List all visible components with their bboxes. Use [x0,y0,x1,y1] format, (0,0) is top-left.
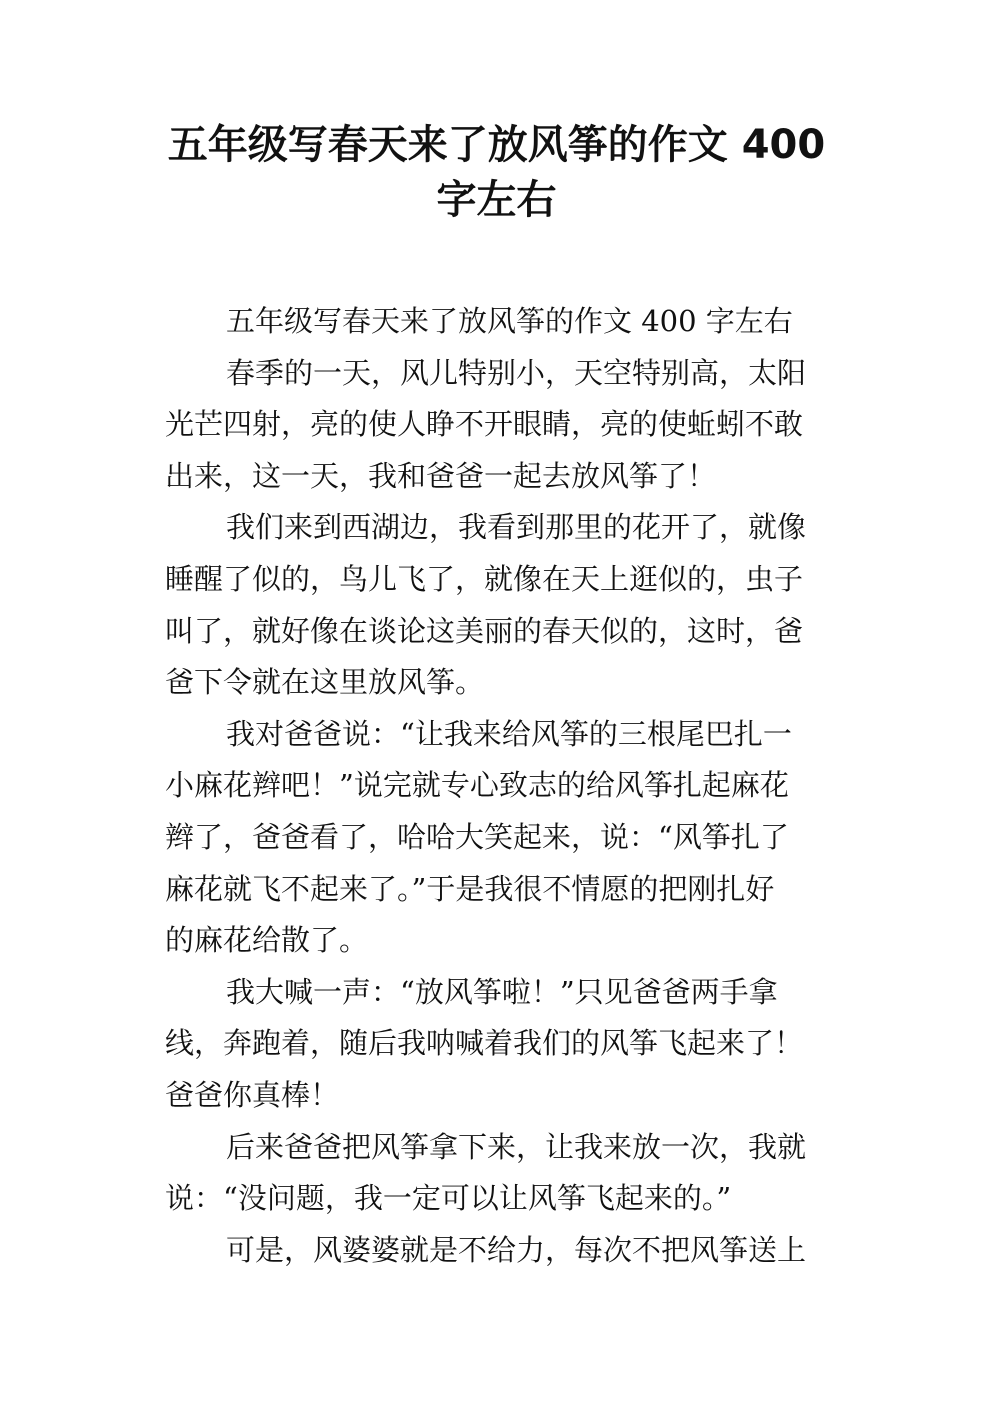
paragraph-line: 我们来到西湖边，我看到那里的花开了，就像 [226,510,807,545]
paragraph [165,709,829,967]
paragraph [165,1225,829,1277]
paragraph-line: 光芒四射，亮的使人睁不开眼睛，亮的使蚯蚓不敢 [165,407,804,442]
paragraph-line: 叫了，就好像在谈论这美丽的春天似的，这时，爸 [165,613,804,648]
paragraph [165,1122,829,1225]
paragraph-line: 我大喊一声：“放风筝啦！”只见爸爸两手拿 [226,974,778,1009]
paragraph-line: 可是，风婆婆就是不给力，每次不把风筝送上 [226,1232,807,1267]
paragraph-line: 的麻花给散了。 [165,923,369,958]
paragraph-line: 辫了，爸爸看了，哈哈大笑起来，说：“风筝扎了 [165,819,789,854]
paragraph [165,502,829,708]
paragraph-line: 出来，这一天，我和爸爸一起去放风筝了！ [165,458,717,493]
paragraph-line: 我对爸爸说：“让我来给风筝的三根尾巴扎一 [226,716,792,751]
paragraph-line: 后来爸爸把风筝拿下来，让我来放一次，我就 [226,1129,807,1164]
paragraph-line: 春季的一天，风儿特别小，天空特别高，太阳 [226,355,807,390]
document-title [150,118,843,228]
paragraph-line: 五年级写春天来了放风筝的作文 400 字左右 [226,304,793,338]
paragraph-line: 说：“没问题，我一定可以让风筝飞起来的。” [165,1181,732,1216]
paragraph-heading [165,296,829,348]
title-line: 五年级写春天来了放风筝的作文 400 [167,122,826,168]
paragraph-line: 线，奔跑着，随后我呐喊着我们的风筝飞起来了！ [165,1026,804,1061]
title-line: 字左右 [436,177,557,223]
paragraph-line: 爸下令就在这里放风筝。 [165,665,485,700]
paragraph-line: 爸爸你真棒！ [165,1077,340,1112]
paragraph-line: 小麻花辫吧！”说完就专心致志的给风筝扎起麻花 [165,768,789,803]
document-body [165,296,829,1276]
paragraph [165,967,829,1122]
paragraph-line: 睡醒了似的，鸟儿飞了，就像在天上逛似的，虫子 [165,561,804,596]
paragraph-line: 麻花就飞不起来了。”于是我很不情愿的把刚扎好 [165,871,775,906]
paragraph [165,348,829,503]
